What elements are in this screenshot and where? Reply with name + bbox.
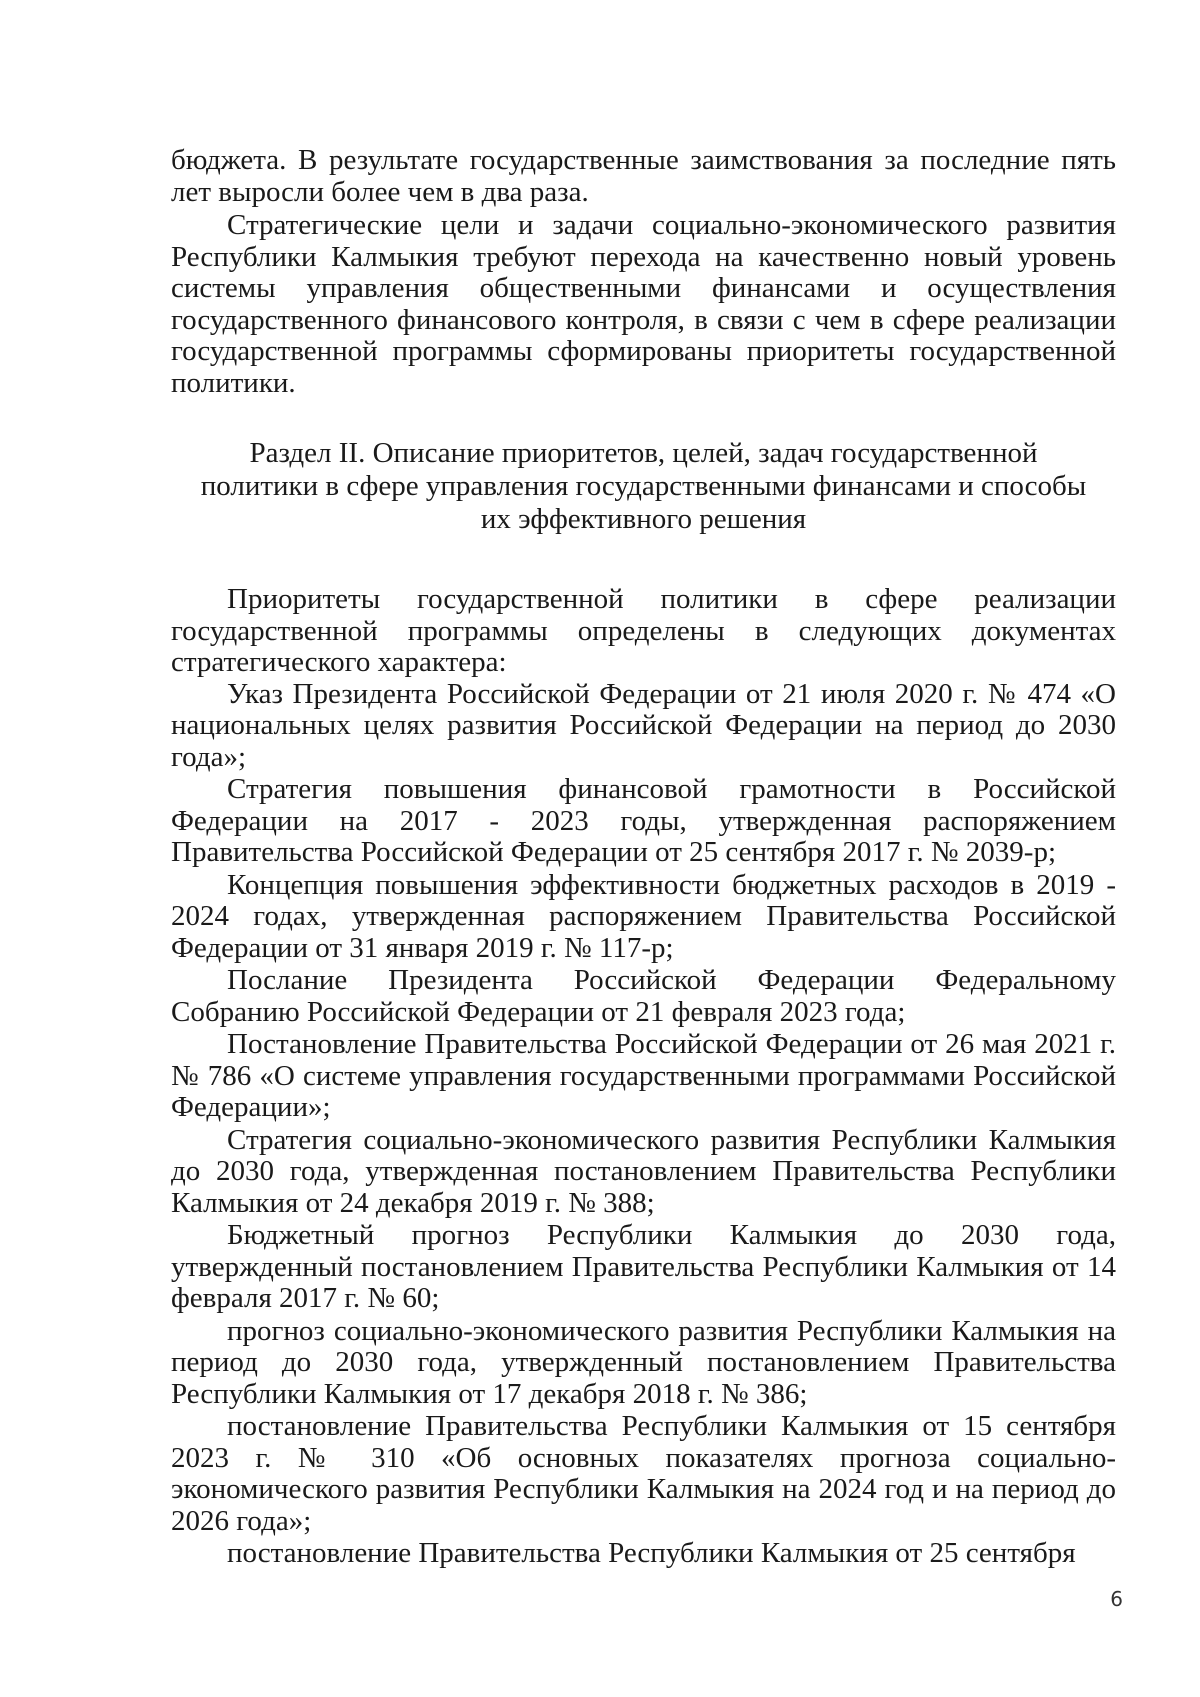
section-heading-line-3: их эффективного решения	[480, 503, 807, 535]
list-item: постановление Правительства Республики Калмыкия от 25 сентября	[227, 1537, 1076, 1569]
section-heading-line-1: Раздел II. Описание приоритетов, целей, задач государственной	[249, 437, 1038, 469]
section-heading	[171, 437, 1116, 536]
document-body	[171, 145, 1116, 1571]
list-item: Послание Президента Российской Федерации Федеральному Собранию Российской Федерации от 21 февраля 2023 года;	[171, 964, 1116, 1028]
list-item: Стратегия повышения финансовой грамотности в Российской Федерации на 2017 - 2023 годы, утвержденная распоряжением Правительства Российской Федерации от 25 сентября 2017 г. № 2039-р;	[171, 773, 1116, 868]
intro-paragraph: Приоритеты государственной политики в сфере реализации государственной программы определены в следующих документах стратегического характера:	[171, 583, 1116, 678]
list-item: Концепция повышения эффективности бюджетных расходов в 2019 - 2024 годах, утвержденная распоряжением Правительства Российской Федерации от 31 января 2019 г. № 117-р;	[171, 868, 1116, 964]
list-item: Бюджетный прогноз Республики Калмыкия до 2030 года, утвержденный постановлением Правительства Республики Калмыкия от 14 февраля 2017 г. № 60;	[171, 1219, 1116, 1314]
list-item: прогноз социально-экономического развития Республики Калмыкия на период до 2030 года, утвержденный постановлением Правительства Республики Калмыкия от 17 декабря 2018 г. № 386;	[171, 1314, 1116, 1410]
goals-paragraph: Стратегические цели и задачи социально-экономического развития Республики Калмыкия требуют перехода на качественно новый уровень системы управления общественными финансами и осуществления государственного финансового контроля, в связи с чем в сфере реализации государственной программы сформированы приоритеты государственной политики.	[171, 209, 1116, 399]
continuation-paragraph: бюджета. В результате государственные заимствования за последние пять лет выросли более чем в два раза.	[171, 144, 1116, 208]
list-item: Стратегия социально-экономического развития Республики Калмыкия до 2030 года, утвержденная постановлением Правительства Республики Калмыкия от 24 декабря 2019 г. № 388;	[171, 1123, 1116, 1219]
list-item: постановление Правительства Республики Калмыкия от 15 сентября 2023 г. № 310 «Об основных показателях прогноза социально-экономического развития Республики Калмыкия на 2024 год и на период до 2026 года»;	[171, 1410, 1116, 1537]
page-number: 6	[1110, 1587, 1123, 1611]
section-heading-line-2: политики в сфере управления государственными финансами и способы	[200, 470, 1087, 502]
list-item: Указ Президента Российской Федерации от 21 июля 2020 г. № 474 «О национальных целях развития Российской Федерации на период до 2030 года»;	[171, 677, 1116, 773]
list-item: Постановление Правительства Российской Федерации от 26 мая 2021 г. № 786 «О системе управления государственными программами Российской Федерации»;	[171, 1028, 1116, 1123]
